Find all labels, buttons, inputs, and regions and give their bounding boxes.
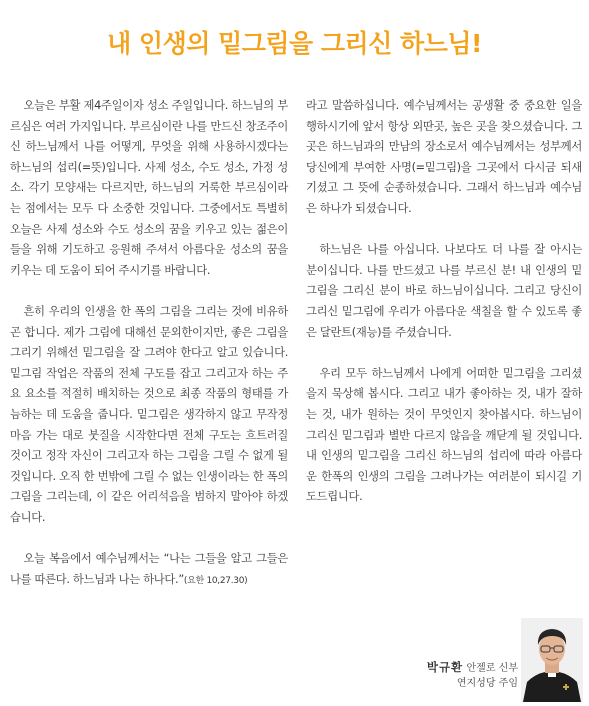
author-parish: 연지성당 주임 <box>456 678 518 689</box>
paragraph: 우리 모두 하느님께서 나에게 어떠한 밑그림을 그리셨을지 묵상해 봅시다. 그리고 내가 좋아하는 것, 내가 잘하는 것, 내가 원하는 것이 무엇인지 찾아봅시다. 하느님이 그리신 밑그림과 별반 다르지 않음을 깨닫게 될 것입니다. 내 인생의 밑그림을 그리신 하느님의 섭리에 따라 아름다운 한폭의 인생의 그림을 그려나가는 여러분이 되시길 기도드립니다. <box>306 366 582 504</box>
paragraph: 라고 말씀하십니다. 예수님께서는 공생활 중 중요한 일을 행하시기에 앞서 항상 외딴곳, 높은 곳을 찾으셨습니다. 그곳은 하느님과의 만남의 장소로서 예수님께서는 성부께서 당신에게 부여한 사명(=밑그림)을 그곳에서 다시금 되새기셨고 그 뜻에 순종하셨습니다. 그래서 하느님과 예수님은 하나가 되셨습니다. <box>306 99 582 215</box>
right-column <box>306 96 582 508</box>
paragraph-text: 오늘 복음에서 예수님께서는 “나는 그들을 알고 그들은 나를 따른다. 하느님과 나는 하나다.” <box>10 552 288 586</box>
paragraph: 하느님은 나를 아십니다. 나보다도 더 나를 잘 아시는 분이십니다. 나를 만드셨고 나를 부르신 분! 내 인생의 밑그림을 그리신 분이 바로 하느님이십니다. 그리고 당신이 그리신 밑그림에 우리가 아름다운 색칠을 할 수 있도록 좋은 달란트(재능)를 주셨습니다. <box>306 243 582 339</box>
author-name: 박규환 <box>426 660 464 674</box>
article-title: 내 인생의 밑그림을 그리신 하느님! <box>107 29 482 58</box>
author-signature <box>370 660 518 691</box>
paragraph: 흔히 우리의 인생을 한 폭의 그림을 그리는 것에 비유하곤 합니다. 제가 그림에 대해선 문외한이지만, 좋은 그림을 그리기 위해선 밑그림을 잘 그려야 한다고 알고 있습니다. 밑그림 작업은 작품의 전체 구도를 잡고 그리고자 하는 주요 요소를 적절히 배치하는 것으로 최종 작품의 형태를 가늠하는 데 도움을 줍니다. 밑그림은 생각하지 않고 무작정 마음 가는 대로 붓질을 시작한다면 전체 구도는 흐트러질 것이고 정작 자신이 그리고자 하는 그림을 그릴 수 없게 될 것입니다. 오직 한 번밖에 그릴 수 없는 인생이라는 한 폭의 그림을 그리는데, 이 같은 어리석음을 범하지 말아야 하겠습니다. <box>10 304 288 524</box>
author-title: 안젤로 신부 <box>466 663 518 674</box>
paragraph <box>10 549 288 591</box>
left-column <box>10 96 288 591</box>
scripture-citation: (요한 10,27.30) <box>183 575 248 586</box>
author-photo <box>521 618 583 702</box>
paragraph: 오늘은 부활 제4주일이자 성소 주일입니다. 하느님의 부르심은 여러 가지입니다. 부르심이란 나를 만드신 창조주이신 하느님께서 나를 어떻게, 무엇을 위해 사용하시겠다는 하느님의 섭리(=뜻)입니다. 사제 성소, 수도 성소, 가정 성소. 각기 모양새는 다르지만, 하느님의 거룩한 부르심이라는 점에서는 모두 다 소중한 것입니다. 그중에서도 특별히 오늘은 사제 성소와 수도 성소의 꿈을 키우고 있는 젊은이들을 위해 기도하고 응원해 주셔서 아름다운 성소의 꿈을 키우는 데 도움이 되어 주시기를 바랍니다. <box>10 99 288 277</box>
